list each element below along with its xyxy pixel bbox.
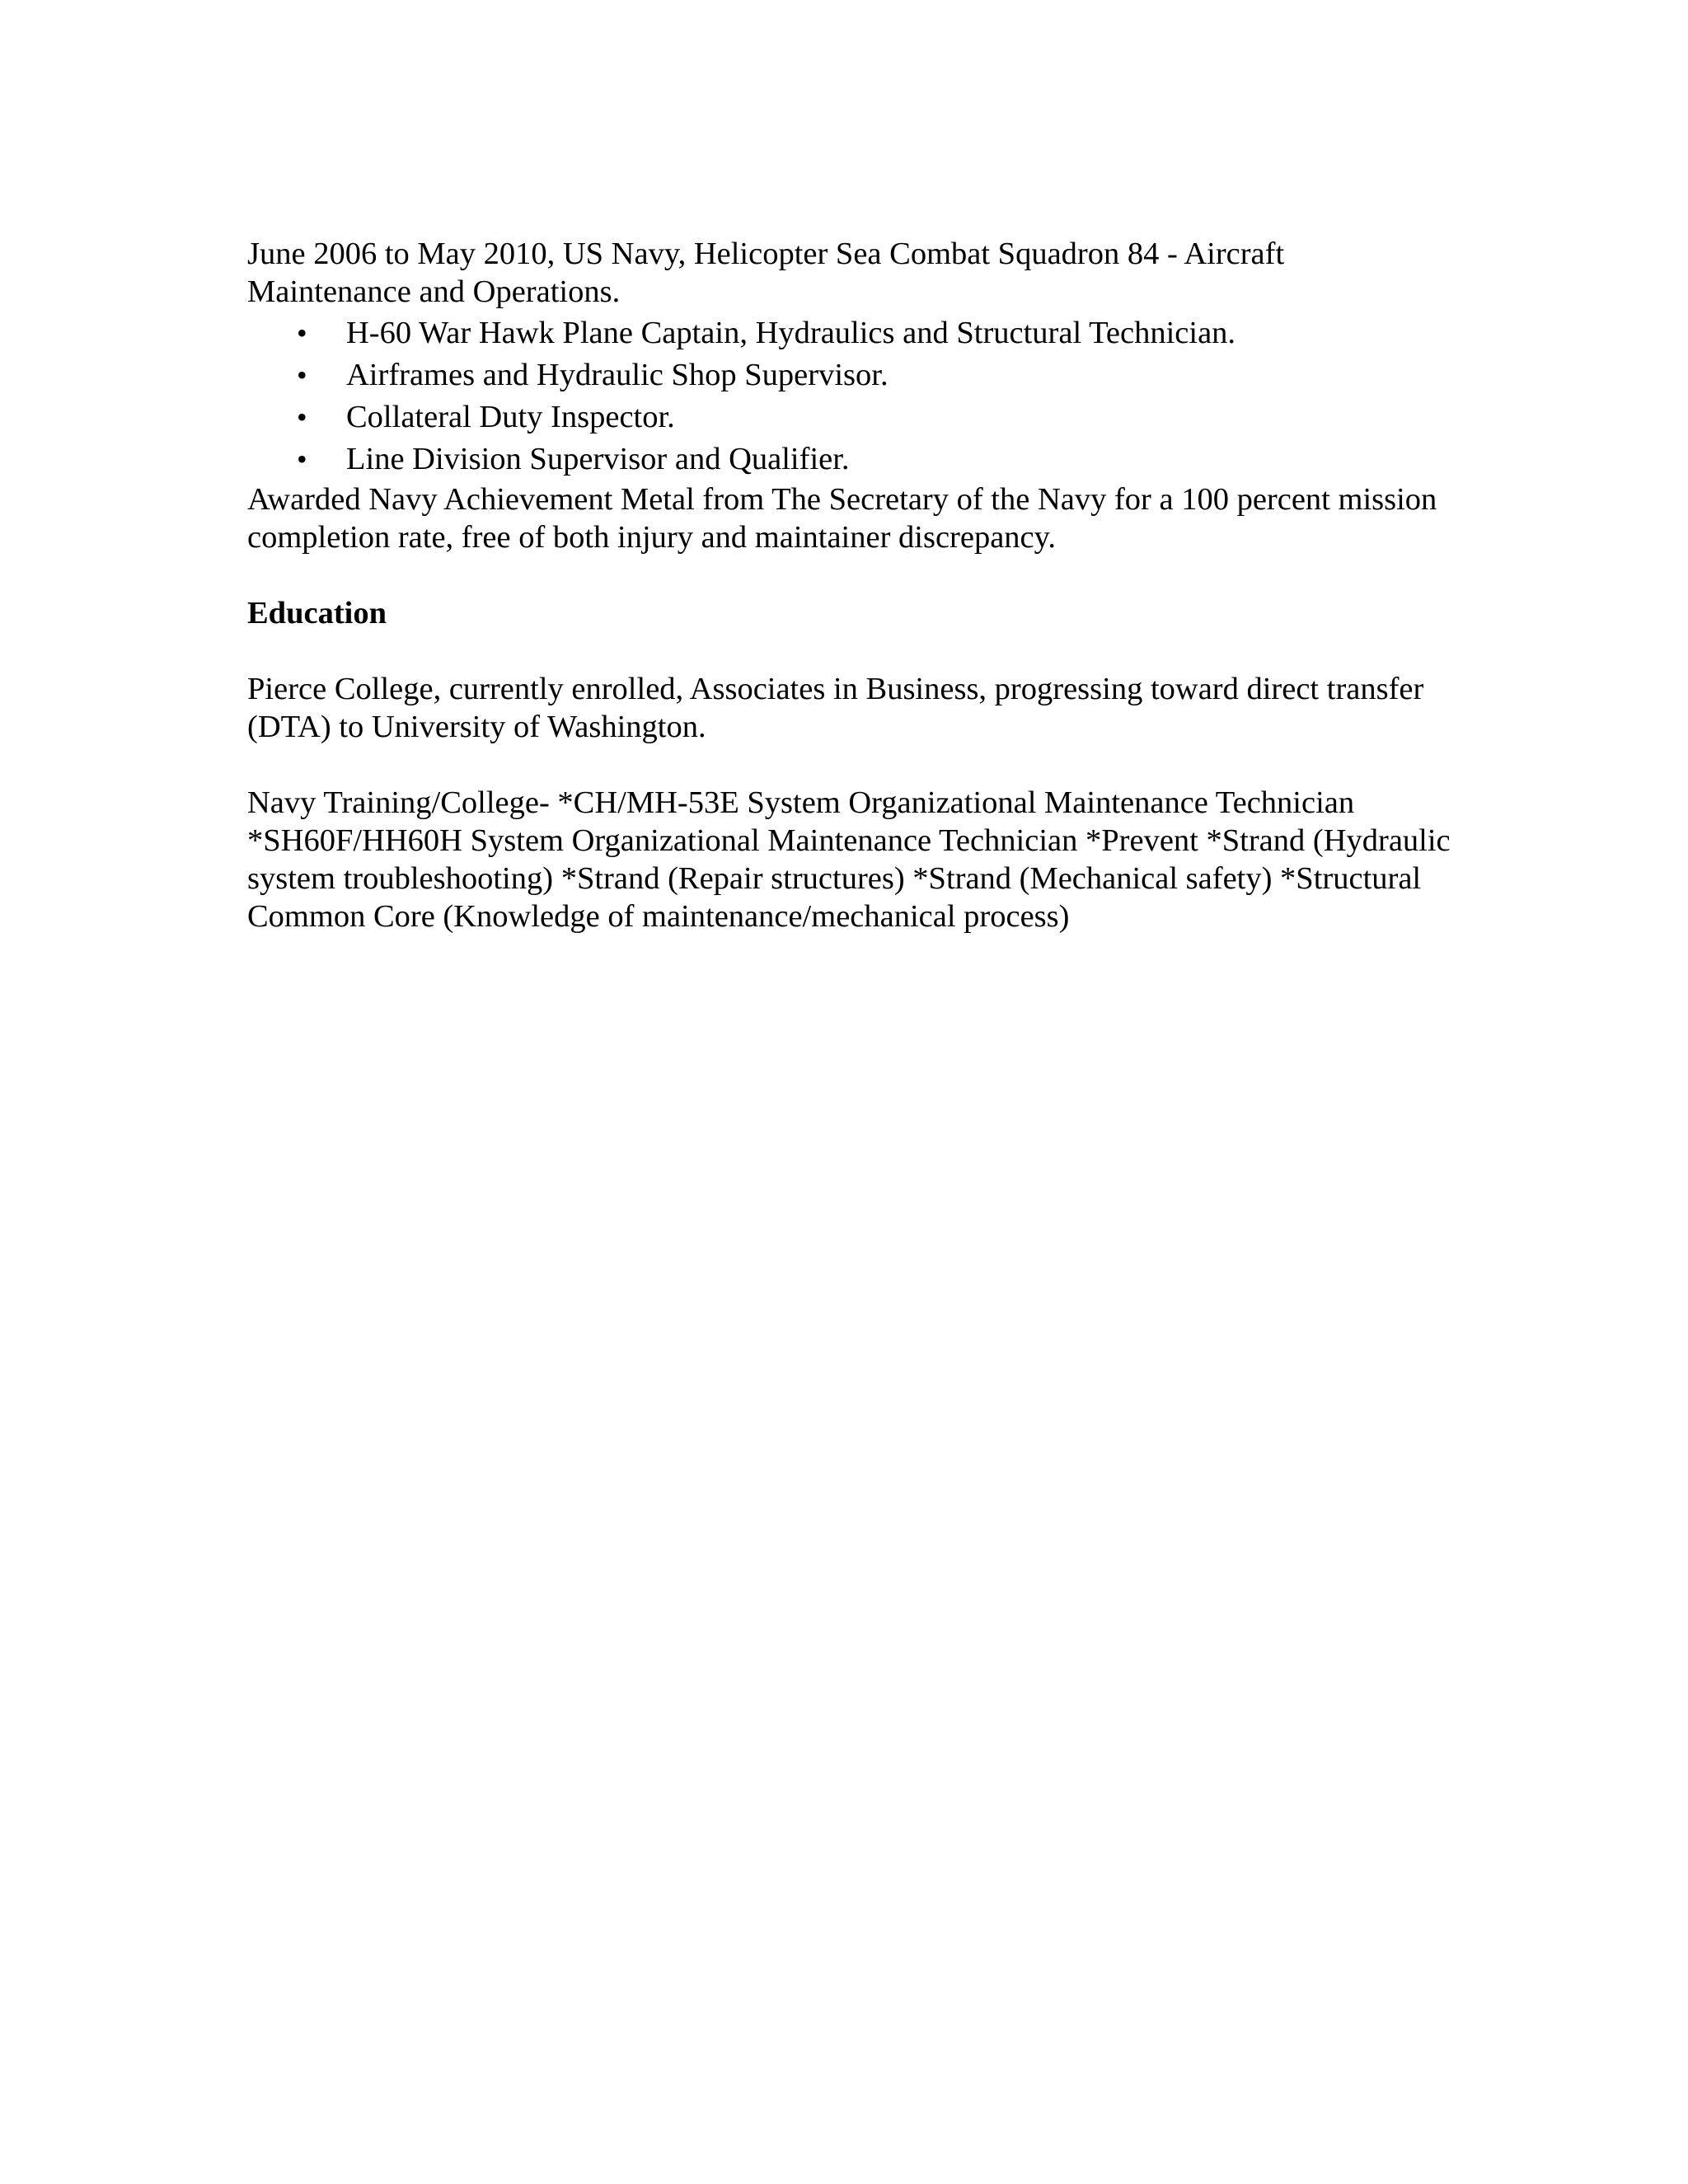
bullet-icon: •	[297, 443, 307, 476]
training-paragraph: Navy Training/College- *CH/MH-53E System Organizational Maintenance Technician *SH60F/HH60H System Organizational Maintenance Technician *Prevent *Strand (Hydraulic system troubleshooting) *Strand (Repair structures) *Strand (Mechanical safety) *Structural Common Core (Knowledge of maintenance/mechanical process)	[247, 785, 1451, 934]
bullet-icon: •	[297, 316, 307, 349]
award-paragraph: Awarded Navy Achievement Metal from The Secretary of the Navy for a 100 percent mission completion rate, free of both injury and maintainer discrepancy.	[247, 482, 1437, 555]
experience-bullet	[247, 312, 1451, 354]
bullet-icon: •	[297, 401, 307, 434]
experience-bullet	[247, 396, 1451, 438]
document-body	[247, 235, 1451, 935]
bullet-text: Collateral Duty Inspector.	[346, 400, 675, 434]
bullet-text: Airframes and Hydraulic Shop Supervisor.	[346, 358, 889, 392]
experience-bullet	[247, 354, 1451, 396]
experience-bullet	[247, 438, 1451, 480]
education-heading: Education	[247, 596, 387, 630]
bullet-text: Line Division Supervisor and Qualifier.	[346, 442, 850, 476]
college-paragraph: Pierce College, currently enrolled, Associates in Business, progressing toward direct transfer (DTA) to University of Washington.	[247, 672, 1424, 744]
bullet-icon: •	[297, 359, 307, 391]
experience-intro: June 2006 to May 2010, US Navy, Helicopter Sea Combat Squadron 84 - Aircraft Maintenance and Operations.	[247, 237, 1285, 309]
experience-bullet-list	[247, 312, 1451, 480]
bullet-text: H-60 War Hawk Plane Captain, Hydraulics and Structural Technician.	[346, 316, 1236, 350]
